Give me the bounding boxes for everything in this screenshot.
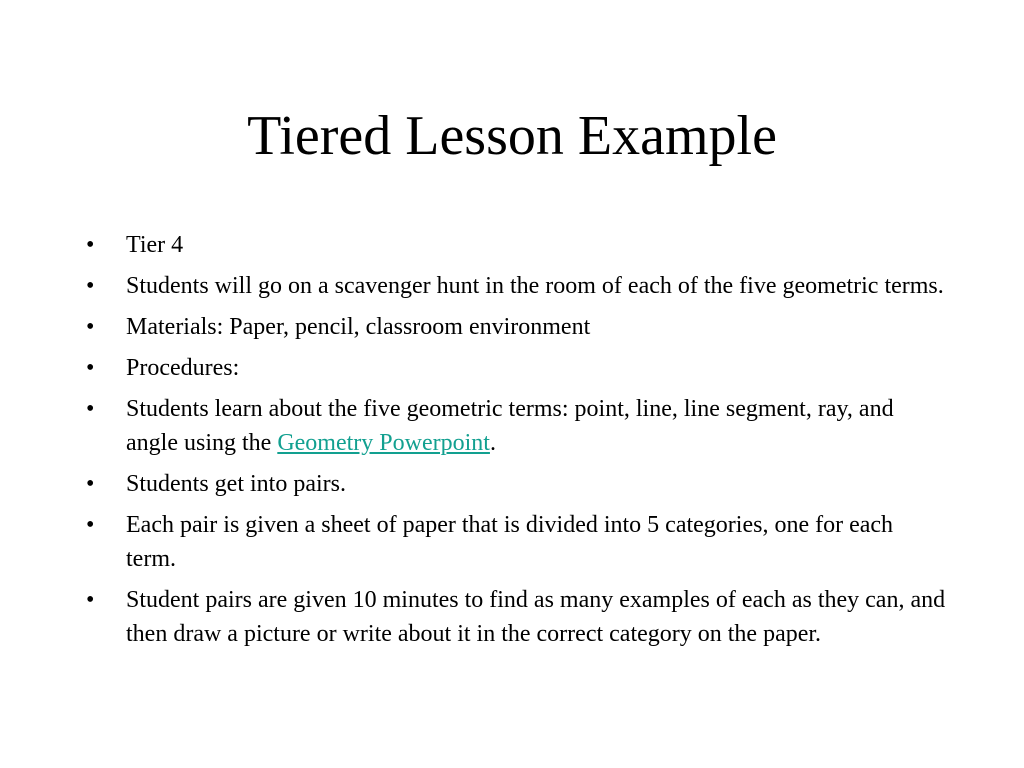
bullet-item [86, 228, 946, 262]
bullet-item [86, 392, 946, 460]
bullet-icon: • [86, 232, 95, 258]
geometry-powerpoint-link[interactable]: Geometry Powerpoint [277, 430, 490, 456]
slide-title: Tiered Lesson Example [247, 105, 777, 167]
bullet-icon: • [86, 471, 95, 497]
bullet-text: Students will go on a scavenger hunt in the room of each of the five geometric terms. [126, 273, 944, 299]
bullet-item [86, 351, 946, 385]
bullet-item [86, 310, 946, 344]
bullet-text-before-link: Students learn about the five geometric terms: point, line, line segment, ray, and angle using the [126, 396, 894, 456]
bullet-item [86, 467, 946, 501]
bullet-text: Student pairs are given 10 minutes to find as many examples of each as they can, and then draw a picture or write about it in the correct category on the paper. [126, 587, 946, 647]
bullet-text: Tier 4 [126, 232, 184, 258]
bullet-icon: • [86, 587, 95, 613]
bullet-text: Students get into pairs. [126, 471, 346, 497]
bullet-text: Materials: Paper, pencil, classroom environment [126, 314, 591, 340]
bullet-text: Procedures: [126, 355, 240, 381]
bullet-icon: • [86, 512, 95, 538]
bullet-icon: • [86, 314, 95, 340]
bullet-icon: • [86, 355, 95, 381]
bullet-item [86, 269, 946, 303]
bullet-item [86, 508, 946, 576]
bullet-icon: • [86, 273, 95, 299]
bullet-icon: • [86, 396, 95, 422]
bullet-text: Each pair is given a sheet of paper that is divided into 5 categories, one for each term. [126, 512, 894, 572]
bullet-item [86, 583, 946, 651]
bullet-list [86, 228, 946, 658]
bullet-text-after-link: . [489, 430, 496, 456]
